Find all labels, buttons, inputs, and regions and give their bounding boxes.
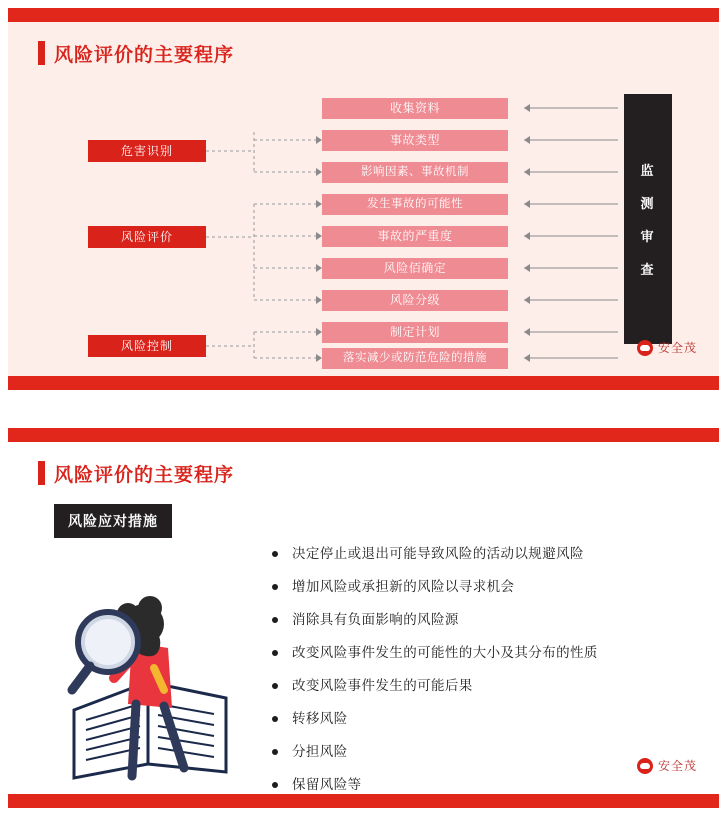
page-title: 风险评价的主要程序	[54, 45, 235, 66]
list-item: 改变风险事件发生的可能后果	[270, 678, 690, 694]
list-item: 决定停止或退出可能导致风险的活动以规避风险	[270, 546, 690, 562]
step-risk-grading: 风险分级	[322, 290, 508, 311]
slide-risk-response-measures	[8, 428, 719, 808]
list-item: 转移风险	[270, 711, 690, 727]
page-title-2: 风险评价的主要程序	[54, 465, 235, 486]
basic-definition-caption: 基本定义：危害，危害识别；风险，风险评价	[92, 377, 353, 390]
wechat-icon	[637, 758, 653, 774]
watermark-slide-1	[637, 339, 697, 356]
illustration-person-with-magnifier	[36, 532, 256, 782]
list-item: 分担风险	[270, 744, 690, 760]
review-char-1: 监	[640, 163, 656, 178]
step-implement-measures: 落实减少或防范危险的措施	[322, 348, 508, 369]
review-char-2: 测	[640, 196, 656, 211]
list-item: 增加风险或承担新的风险以寻求机会	[270, 579, 690, 595]
step-accident-severity: 事故的严重度	[322, 226, 508, 247]
flow-diagram	[8, 22, 719, 390]
list-item: 消除具有负面影响的风险源	[270, 612, 690, 628]
review-char-3: 审	[640, 229, 656, 244]
step-influencing-factors: 影响因素、事故机制	[322, 162, 508, 183]
step-collect-data: 收集资料	[322, 98, 508, 119]
bullet-list	[270, 546, 690, 808]
stage-risk-control: 风险控制	[88, 335, 206, 357]
slide-1-body	[8, 8, 719, 390]
list-item: 改变风险事件发生的可能性的大小及其分布的性质	[270, 645, 690, 661]
step-accident-type: 事故类型	[322, 130, 508, 151]
stage-hazard-identification: 危害识别	[88, 140, 206, 162]
watermark-label: 安全茂	[657, 759, 697, 773]
list-item: 保留风险等	[270, 777, 690, 793]
slide-separator	[0, 390, 727, 428]
monitoring-review-column	[624, 94, 672, 344]
step-make-plan: 制定计划	[322, 322, 508, 343]
stage-risk-evaluation: 风险评价	[88, 226, 206, 248]
review-char-4: 查	[640, 262, 656, 277]
step-risk-value: 风险佰确定	[322, 258, 508, 279]
subtitle-chip: 风险应对措施	[54, 504, 172, 538]
title-accent-bar-2	[38, 461, 45, 485]
slide-risk-evaluation-flow	[8, 8, 719, 390]
step-accident-probability: 发生事故的可能性	[322, 194, 508, 215]
watermark-label: 安全茂	[657, 341, 697, 355]
watermark-slide-2	[637, 757, 697, 774]
wechat-icon	[637, 340, 653, 356]
slide-2-body	[8, 428, 719, 808]
